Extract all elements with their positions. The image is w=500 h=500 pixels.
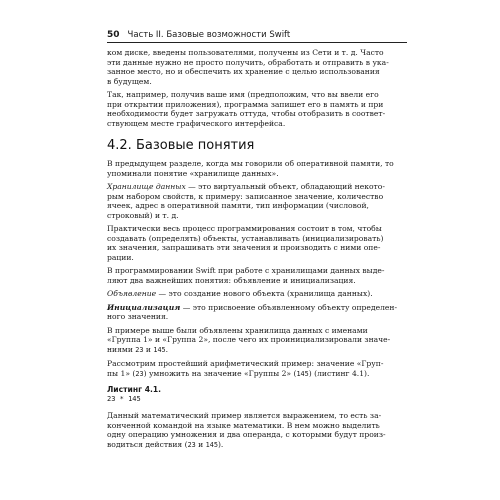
section-heading: 4.2. Базовые понятия (107, 138, 255, 153)
paragraph-expression (107, 411, 407, 450)
paragraph-example-groups (107, 326, 407, 356)
inline-code: 23 (135, 345, 144, 354)
text-run: ) (листинг 4.1). (308, 368, 370, 378)
paragraph-initialization (107, 303, 407, 322)
inline-code: 145 (205, 440, 218, 449)
text-run: ) умножить на значение «Группы 2» ( (143, 368, 297, 378)
running-header (107, 30, 407, 43)
text-run: . (165, 344, 169, 354)
definition-text: — это виртуальный объект, обладающий некото- рым набором свойств, к примеру: записанное значение, количество ячеек, адрес в оперативной памяти, тип информации (числовой, строковый) и т. д. (107, 182, 385, 220)
text-run: Данный математический пример является выражением, то есть за- конченной командой на языке математики. В нем можно выделить одну операцию умножения и два операнда, с которыми будут произ- водиться действия ( (107, 411, 386, 449)
paragraph-storage-mention: В предыдущем разделе, когда мы говорили об оперативной памяти, то упоминали понятие «хранилище данных». (107, 159, 394, 178)
listing-title: Листинг 4.1. (107, 385, 162, 394)
inline-code: 23 (187, 440, 196, 449)
running-title: Часть II. Базовые возможности Swift (127, 30, 291, 40)
inline-code: 145 (153, 345, 166, 354)
inline-code: 145 (296, 369, 309, 378)
text-run: и (143, 344, 154, 354)
page-number: 50 (107, 30, 120, 40)
paragraph-swift-concepts: В программировании Swift при работе с хранилищами данных выде- ляют два важнейших понятия: объявление и инициализация. (107, 266, 385, 285)
inline-code: 23 (135, 369, 144, 378)
term-initialization: Инициализация (107, 302, 181, 312)
term-declaration: Объявление (107, 289, 157, 298)
text-run: Рассмотрим простейший арифметический пример: значение «Груп- пы 1» ( (107, 359, 384, 378)
intro-paragraph-2: Так, например, получив ваше имя (предположим, что вы ввели его при открытии приложения), программа запишет его в память и при необходимости будет загружать оттуда, чтобы отобразить в соответ- ствующем месте графического интерфейса. (107, 90, 386, 128)
text-run: и (195, 439, 206, 449)
text-run: В примере выше были объявлены хранилища данных с именами «Группа 1» и «Группа 2», после чего их проинициализировали значе- ниями (107, 325, 391, 354)
term-storage: Хранилище данных (107, 182, 186, 191)
definition-text: — это присвоение объявленному объекту определен- ного значения. (107, 302, 398, 321)
book-page (107, 30, 407, 454)
paragraph-storage-definition (107, 182, 407, 220)
definition-text: — это создание нового объекта (хранилища данных). (156, 289, 373, 298)
listing-code: 23 * 145 (107, 395, 141, 403)
paragraph-declaration (107, 289, 407, 299)
paragraph-arithmetic-example (107, 359, 407, 379)
intro-paragraph-1: ком диске, введены пользователями, получены из Сети и т. д. Часто эти данные нужно не просто получить, обработать и отправить в ука- занное место, но и обеспечить их хранение с целью использования в будущем. (107, 48, 389, 86)
paragraph-programming-process: Практически весь процесс программирования состоит в том, чтобы создавать (определять) объекты, устанавливать (инициализировать) их значения, запрашивать эти значения и производить с ними опе- рации. (107, 224, 384, 262)
text-run: ). (217, 439, 224, 449)
